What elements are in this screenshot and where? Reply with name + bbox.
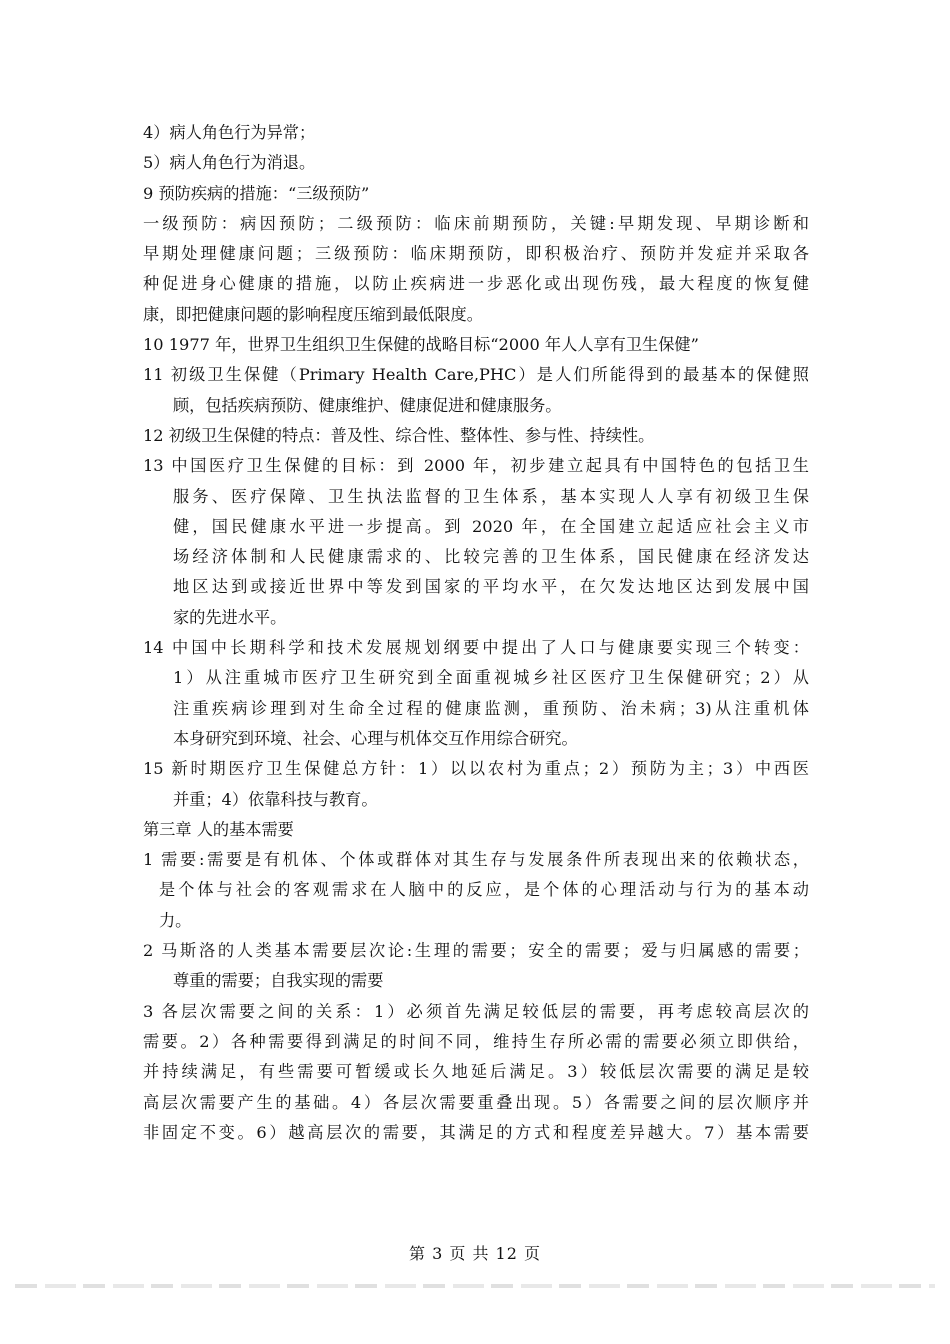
text-line: 1 需要:需要是有机体、个体或群体对其生存与发展条件所表现出来的依赖状态， — [143, 850, 809, 870]
text-line: 地区达到或接近世界中等发到国家的平均水平，在欠发达地区达到发展中国 — [173, 577, 809, 597]
text-line: 14 中国中长期科学和技术发展规划纲要中提出了人口与健康要实现三个转变： — [143, 638, 809, 658]
text-line: 力。 — [159, 910, 192, 930]
text-line: 尊重的需要；自我实现的需要 — [173, 971, 384, 991]
chapter-heading: 第三章 人的基本需要 — [143, 819, 294, 839]
text-line: 种促进身心健康的措施，以防止疾病进一步恶化或出现伤残，最大程度的恢复健 — [143, 274, 809, 294]
text-line: 10 1977 年，世界卫生组织卫生保健的战略目标“2000 年人人享有卫生保健” — [143, 335, 699, 355]
text-line: 并重；4）依靠科技与教育。 — [173, 789, 378, 809]
text-line: 高层次需要产生的基础。4）各层次需要重叠出现。5）各需要之间的层次顺序并 — [143, 1092, 809, 1112]
text-line: 康，即把健康问题的影响程度压缩到最低限度。 — [143, 304, 483, 324]
page-number: 第 3 页 共 12 页 — [409, 1244, 541, 1263]
text-line: 家的先进水平。 — [173, 607, 287, 627]
text-line: 服务、医疗保障、卫生执法监督的卫生体系，基本实现人人享有初级卫生保 — [173, 486, 809, 506]
text-line: 健，国民健康水平进一步提高。到 2020 年，在全国建立起适应社会主义市 — [173, 516, 809, 536]
section-heading-line: 9 预防疾病的措施：“三级预防” — [143, 183, 370, 203]
text-line: 1）从注重城市医疗卫生研究到全面重视城乡社区医疗卫生保健研究；2）从 — [173, 668, 809, 688]
text-line: 12 初级卫生保健的特点：普及性、综合性、整体性、参与性、持续性。 — [143, 425, 655, 445]
text-line: 13 中国医疗卫生保健的目标：到 2000 年，初步建立起具有中国特色的包括卫生 — [143, 456, 809, 476]
text-line: 非固定不变。6）越高层次的需要，其满足的方式和程度差异越大。7）基本需要 — [143, 1122, 809, 1142]
text-line: 3 各层次需要之间的关系：1）必须首先满足较低层的需要，再考虑较高层次的 — [143, 1001, 809, 1021]
text-line: 注重疾病诊理到对生命全过程的健康监测，重预防、治未病；3)从注重机体 — [173, 698, 809, 718]
text-line: 4）病人角色行为异常； — [143, 123, 316, 142]
text-line: 一级预防：病因预防；二级预防：临床前期预防，关键:早期发现、早期诊断和 — [143, 213, 809, 233]
text-line: 需要。2）各种需要得到满足的时间不同，维持生存所必需的需要必须立即供给， — [143, 1031, 809, 1051]
text-line: 5）病人角色行为消退。 — [143, 153, 316, 173]
text-line: 顾，包括疾病预防、健康维护、健康促进和健康服务。 — [173, 395, 562, 415]
text-line: 2 马斯洛的人类基本需要层次论:生理的需要；安全的需要；爱与归属感的需要； — [143, 941, 809, 961]
text-line: 是个体与社会的客观需求在人脑中的反应，是个体的心理活动与行为的基本动 — [159, 880, 809, 900]
text-line: 并持续满足，有些需要可暂缓或长久地延后满足。3）较低层次需要的满足是较 — [143, 1062, 809, 1082]
text-line: 15 新时期医疗卫生保健总方针：1）以以农村为重点；2）预防为主；3）中西医 — [143, 759, 809, 779]
text-line: 11 初级卫生保健（Primary Health Care,PHC）是人们所能得到的最基本的保健照 — [143, 365, 809, 385]
document-body — [143, 118, 809, 1148]
text-line: 本身研究到环境、社会、心理与机体交互作用综合研究。 — [173, 728, 578, 748]
scan-artifact-line — [15, 1284, 935, 1288]
text-line: 早期处理健康问题；三级预防：临床期预防，即积极治疗、预防并发症并采取各 — [143, 244, 809, 264]
text-line: 场经济体制和人民健康需求的、比较完善的卫生体系，国民健康在经济发达 — [173, 547, 809, 567]
